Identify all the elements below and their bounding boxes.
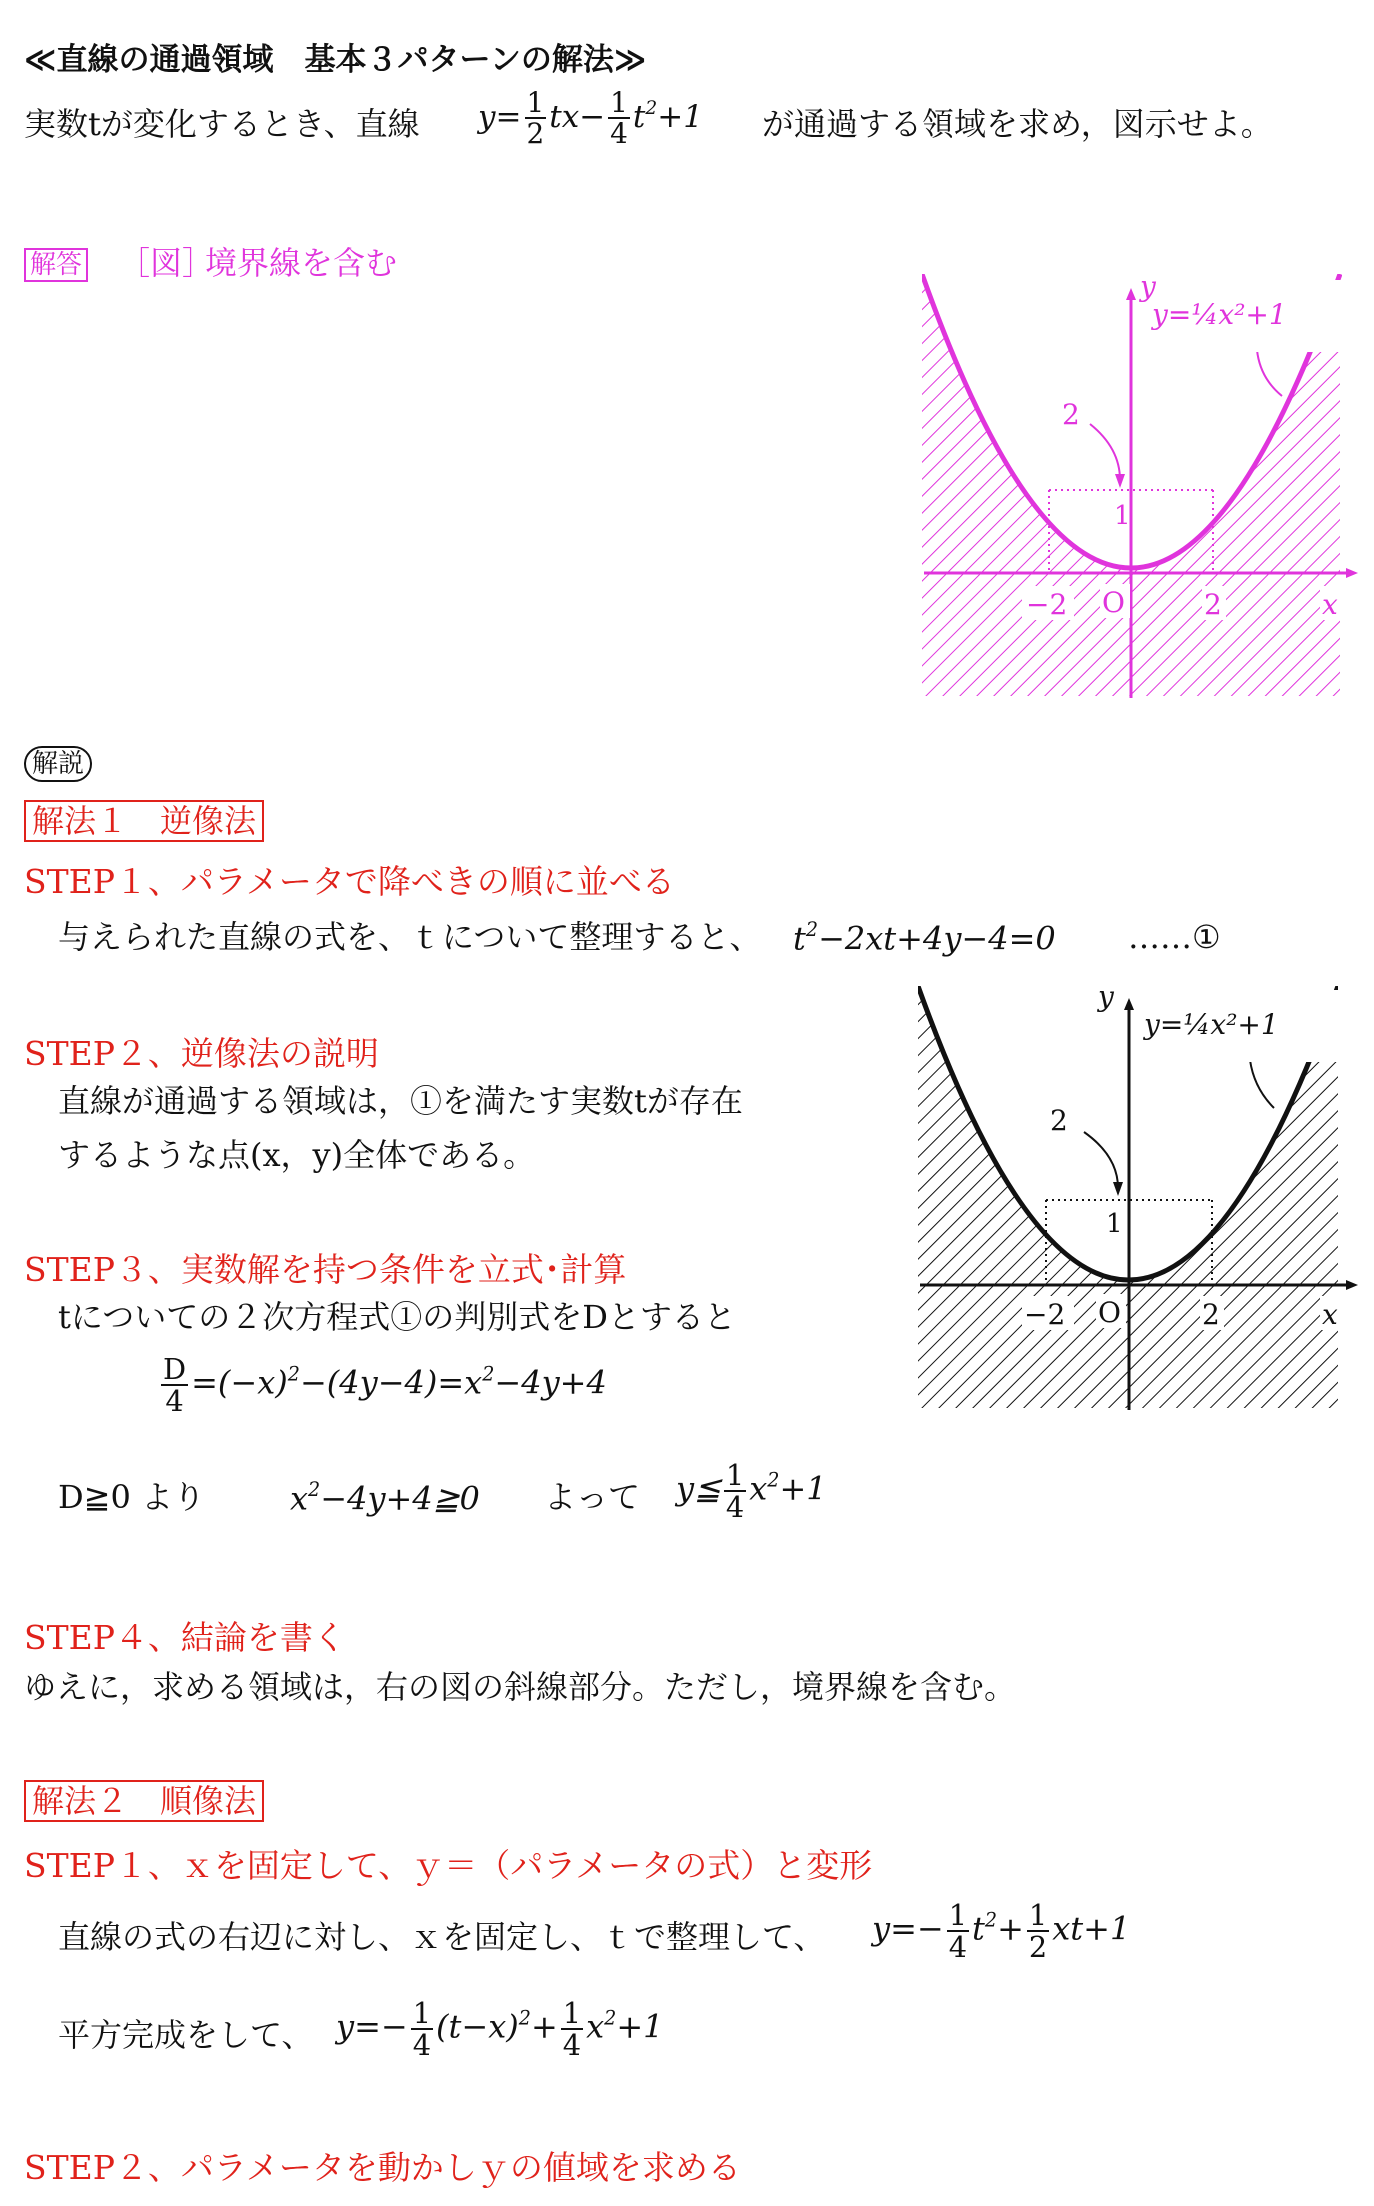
pointer-arrow	[1084, 1132, 1118, 1188]
svg-text:1: 1	[1106, 1209, 1123, 1239]
y-axis-arrow	[1126, 288, 1136, 300]
method1-label: 解法１ 逆像法	[24, 800, 264, 842]
svg-text:y: y	[1140, 270, 1156, 303]
m1-step3-cond: D≧0 より	[58, 1478, 206, 1516]
graph-magenta	[912, 268, 1374, 708]
m1-step3-title: STEP３、実数解を持つ条件を立式･計算	[24, 1250, 627, 1289]
m1-step1-text: 与えられた直線の式を、ｔについて整理すると、	[58, 918, 762, 956]
m1-step2-title: STEP２、逆像法の説明	[24, 1034, 379, 1073]
answer-badge: 解答	[24, 248, 88, 282]
m1-step1-title: STEP１、パラメータで降べきの順に並べる	[24, 862, 675, 901]
figure-label: ［図］	[118, 244, 215, 282]
svg-text:O: O	[1102, 586, 1125, 619]
label-leader	[1257, 350, 1282, 396]
svg-text:2: 2	[1062, 398, 1080, 431]
curve-label: y=¼x²+1	[1144, 1008, 1279, 1041]
svg-text:x: x	[1322, 588, 1338, 621]
problem-suffix: が通過する領域を求め，図示せよ。	[762, 105, 1273, 143]
svg-text:−2: −2	[1026, 588, 1068, 621]
pointer-arrow	[1090, 424, 1120, 480]
m2-step2-title: STEP２、パラメータを動かしｙの値域を求める	[24, 2148, 741, 2187]
graph-black	[910, 978, 1374, 1418]
m1-step2-line2: するような点(x，y)全体である。	[58, 1136, 536, 1174]
page-title: ≪直線の通過領域 基本３パターンの解法≫	[24, 42, 647, 78]
m1-step3-so: よって	[544, 1478, 641, 1516]
m1-step1-ref: ……①	[1128, 918, 1221, 956]
m1-step4-text: ゆえに，求める領域は，右の図の斜線部分。ただし，境界線を含む。	[24, 1668, 1017, 1706]
svg-text:−2: −2	[1024, 1298, 1066, 1331]
m1-step3-ineq: $x^2-4y+4≧0$	[290, 1478, 480, 1518]
x-axis-arrow	[1346, 568, 1358, 578]
curve-label: y=¼x²+1	[1152, 298, 1287, 331]
x-axis-arrow	[1346, 1280, 1358, 1290]
y-axis-arrow	[1124, 998, 1134, 1010]
m2-step1-eq1: y=− $\frac{1}{4}$ $t^2+$ $\frac{1}{2}$ xt+1	[872, 1898, 1131, 1965]
m2-step1-eq2: y=− $\frac{1}{4}$ $(t-x)^2+$ $\frac{1}{4}$ $x^2+1$	[336, 1996, 664, 2063]
m1-step1-eq: $t^2-2xt+4y-4=0$	[793, 918, 1056, 958]
method2-label: 解法２ 順像法	[24, 1780, 264, 1822]
m1-step3-disc-eq: $\frac{D}{4}$ $=(-x)^2-(4y-4)=x^2-4y+4$	[163, 1352, 607, 1419]
svg-text:x: x	[1322, 1298, 1338, 1331]
svg-text:2: 2	[1204, 588, 1222, 621]
m1-step3-intro: tについての２次方程式①の判別式をDとすると	[58, 1298, 736, 1336]
commentary-badge: 解説	[24, 746, 92, 782]
label-leader	[1250, 1060, 1274, 1108]
svg-text:y: y	[1098, 980, 1114, 1013]
m2-step1-title: STEP１、ｘを固定して、ｙ＝（パラメータの式）と変形	[24, 1846, 873, 1885]
svg-text:2: 2	[1202, 1298, 1220, 1331]
svg-text:O: O	[1098, 1296, 1121, 1329]
problem-prefix: 実数tが変化するとき、直線	[24, 105, 420, 143]
m1-step2-line1: 直線が通過する領域は，①を満たす実数tが存在	[58, 1082, 743, 1120]
boundary-note: 境界線を含む	[205, 244, 398, 282]
svg-text:1: 1	[1114, 501, 1131, 531]
m1-step4-title: STEP４、結論を書く	[24, 1618, 346, 1657]
m1-step3-result: y≦ $\frac{1}{4}$ $x^2+1$	[676, 1458, 827, 1525]
m2-step1-line2: 平方完成をして、	[58, 2016, 314, 2054]
m2-step1-line1: 直線の式の右辺に対し、ｘを固定し、ｔで整理して、	[58, 1918, 826, 1956]
problem-equation: y= $\frac{1}{2}$ tx− $\frac{1}{4}$ $t^2+1$	[478, 86, 703, 151]
svg-text:2: 2	[1050, 1104, 1068, 1137]
